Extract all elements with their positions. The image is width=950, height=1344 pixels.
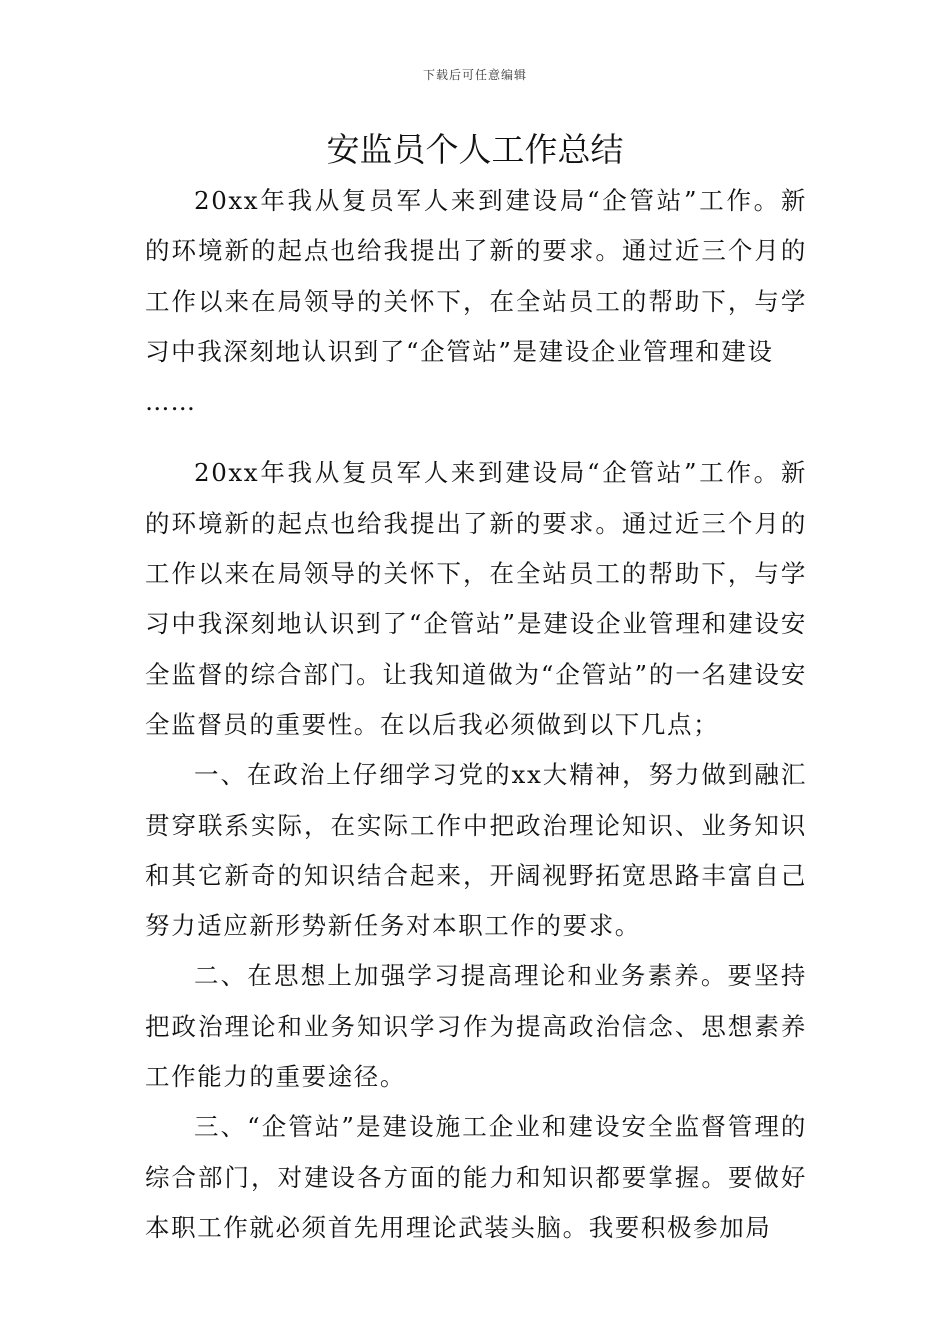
- summary-ellipsis: ……: [145, 387, 196, 417]
- document-title: 安监员个人工作总结: [326, 130, 624, 169]
- body-paragraph-point-one: 一、在政治上仔细学习党的xx大精神，努力做到融汇贯穿联系实际，在实际工作中把政治理论知识、业务知识和其它新奇的知识结合起来，开阔视野拓宽思路丰富自己努力适应新形势新任务对本职工作的要求。: [145, 760, 807, 941]
- paragraph-gap: [145, 427, 807, 448]
- body-paragraph-point-two: 二、在思想上加强学习提高理论和业务素养。要坚持把政治理论和业务知识学习作为提高政治信念、思想素养工作能力的重要途径。: [145, 961, 807, 1092]
- header-note: 下载后可任意编辑: [422, 68, 527, 82]
- summary-paragraph: 20xx年我从复员军人来到建设局“企管站”工作。新的环境新的起点也给我提出了新的要求。通过近三个月的工作以来在局领导的关怀下，在全站员工的帮助下，与学习中我深刻地认识到了“企管站”是建设企业管理和建设: [145, 186, 807, 366]
- body-paragraph-intro: 20xx年我从复员军人来到建设局“企管站”工作。新的环境新的起点也给我提出了新的要求。通过近三个月的工作以来在局领导的关怀下，在全站员工的帮助下，与学习中我深刻地认识到了“企管站”是建设企业管理和建设安全监督的综合部门。让我知道做为“企管站”的一名建设安全监督员的重要性。在以后我必须做到以下几点；: [145, 458, 807, 739]
- body-paragraph-point-three: 三、“企管站”是建设施工企业和建设安全监督管理的综合部门，对建设各方面的能力和知识都要掌握。要做好本职工作就必须首先用理论武装头脑。我要积极参加局: [145, 1112, 807, 1242]
- document-body: [145, 176, 807, 1253]
